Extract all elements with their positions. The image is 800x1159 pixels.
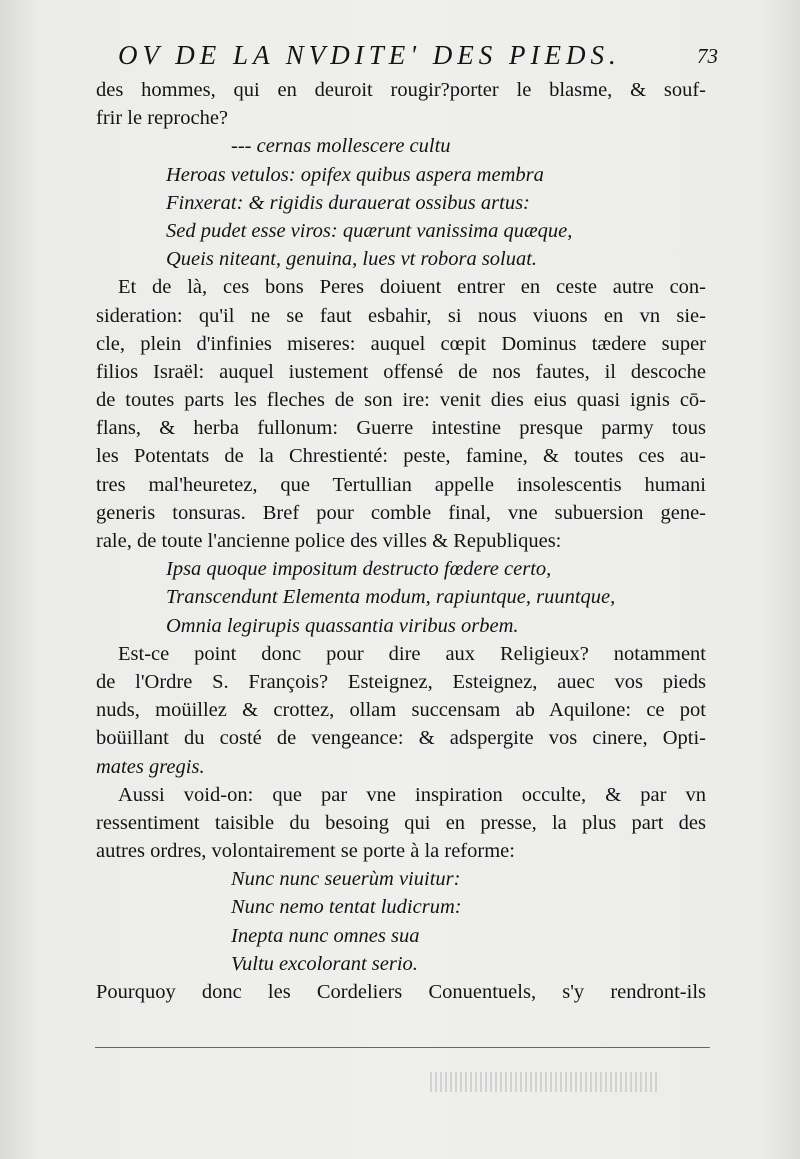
text-line: nuds, moüillez & crottez, ollam succensam ab Aquilone: ce pot [96, 699, 706, 722]
text-line: Et de là, ces bons Peres doiuent entrer en ceste autre con- [118, 276, 706, 299]
text-line: autres ordres, volontairement se porte à la reforme: [96, 840, 515, 863]
page-number: 73 [697, 44, 718, 68]
text-line: generis tonsuras. Bref pour comble final, vne subuersion gene- [96, 501, 706, 524]
text-line: boüillant du costé de vengeance: & adspergite vos cinere, Opti- [96, 727, 706, 750]
text-line: Pourquoy donc les Cordeliers Conuentuels, s'y rendront-ils [96, 981, 706, 1003]
text-line: --- cernas mollescere cultu [231, 135, 451, 158]
text-line: Transcendunt Elementa modum, rapiuntque, ruuntque, [166, 586, 616, 609]
text-line: frir le reproche? [96, 107, 229, 130]
text-line: ressentiment taisible du besoing qui en presse, la plus part des [96, 811, 706, 834]
text-line: cle, plein d'infinies miseres: auquel cœpit Dominus tædere super [96, 332, 706, 355]
text-line: les Potentats de la Chrestienté: peste, famine, & toutes ces au- [96, 445, 706, 468]
text-line: Nunc nemo tentat ludicrum: [231, 896, 462, 919]
text-line: Inepta nunc omnes sua [231, 924, 420, 947]
text-line: Heroas vetulos: opifex quibus aspera membra [166, 163, 544, 186]
text-line: Ipsa quoque impositum destructo fœdere certo, [166, 558, 552, 581]
text-line: Aussi void-on: que par vne inspiration occulte, & par vn [118, 783, 706, 806]
text-line: sideration: qu'il ne se faut esbahir, si nous viuons en vn sie- [96, 304, 706, 327]
bottom-rule [95, 1047, 710, 1048]
text-line: de toutes parts les fleches de son ire: venit dies eius quasi ignis cō- [96, 389, 706, 412]
text-line: de l'Ordre S. François? Esteignez, Esteignez, auec vos pieds [96, 670, 706, 693]
text-line: tres mal'heuretez, que Tertullian appelle insolescentis humani [96, 473, 706, 496]
text-line: Nunc nunc seuerùm viuitur: [231, 868, 461, 891]
text-line: flans, & herba fullonum: Guerre intestine presque parmy tous [96, 417, 706, 440]
print-smudge [430, 1072, 660, 1092]
text-line: Queis niteant, genuina, lues vt robora soluat. [166, 248, 538, 271]
text-line: Omnia legirupis quassantia viribus orbem. [166, 614, 519, 637]
text-line: Sed pudet esse viros: quærunt vanissima quæque, [166, 219, 573, 242]
text-line: Finxerat: & rigidis durauerat ossibus artus: [166, 191, 530, 214]
text-line: mates gregis. [96, 755, 205, 778]
running-title: OV DE LA NVDITE' DES PIEDS. [118, 40, 621, 70]
text-line: des hommes, qui en deuroit rougir?porter le blasme, & souf- [96, 79, 706, 101]
text-line: filios Israël: auquel iustement offensé de nos fautes, il descoche [96, 360, 706, 383]
text-line: Est-ce point donc pour dire aux Religieux? notamment [118, 642, 706, 665]
text-line: Vultu excolorant serio. [231, 952, 418, 975]
running-header [118, 40, 718, 80]
text-line: rale, de toute l'ancienne police des villes & Republiques: [96, 530, 562, 552]
page-body [96, 76, 706, 1006]
